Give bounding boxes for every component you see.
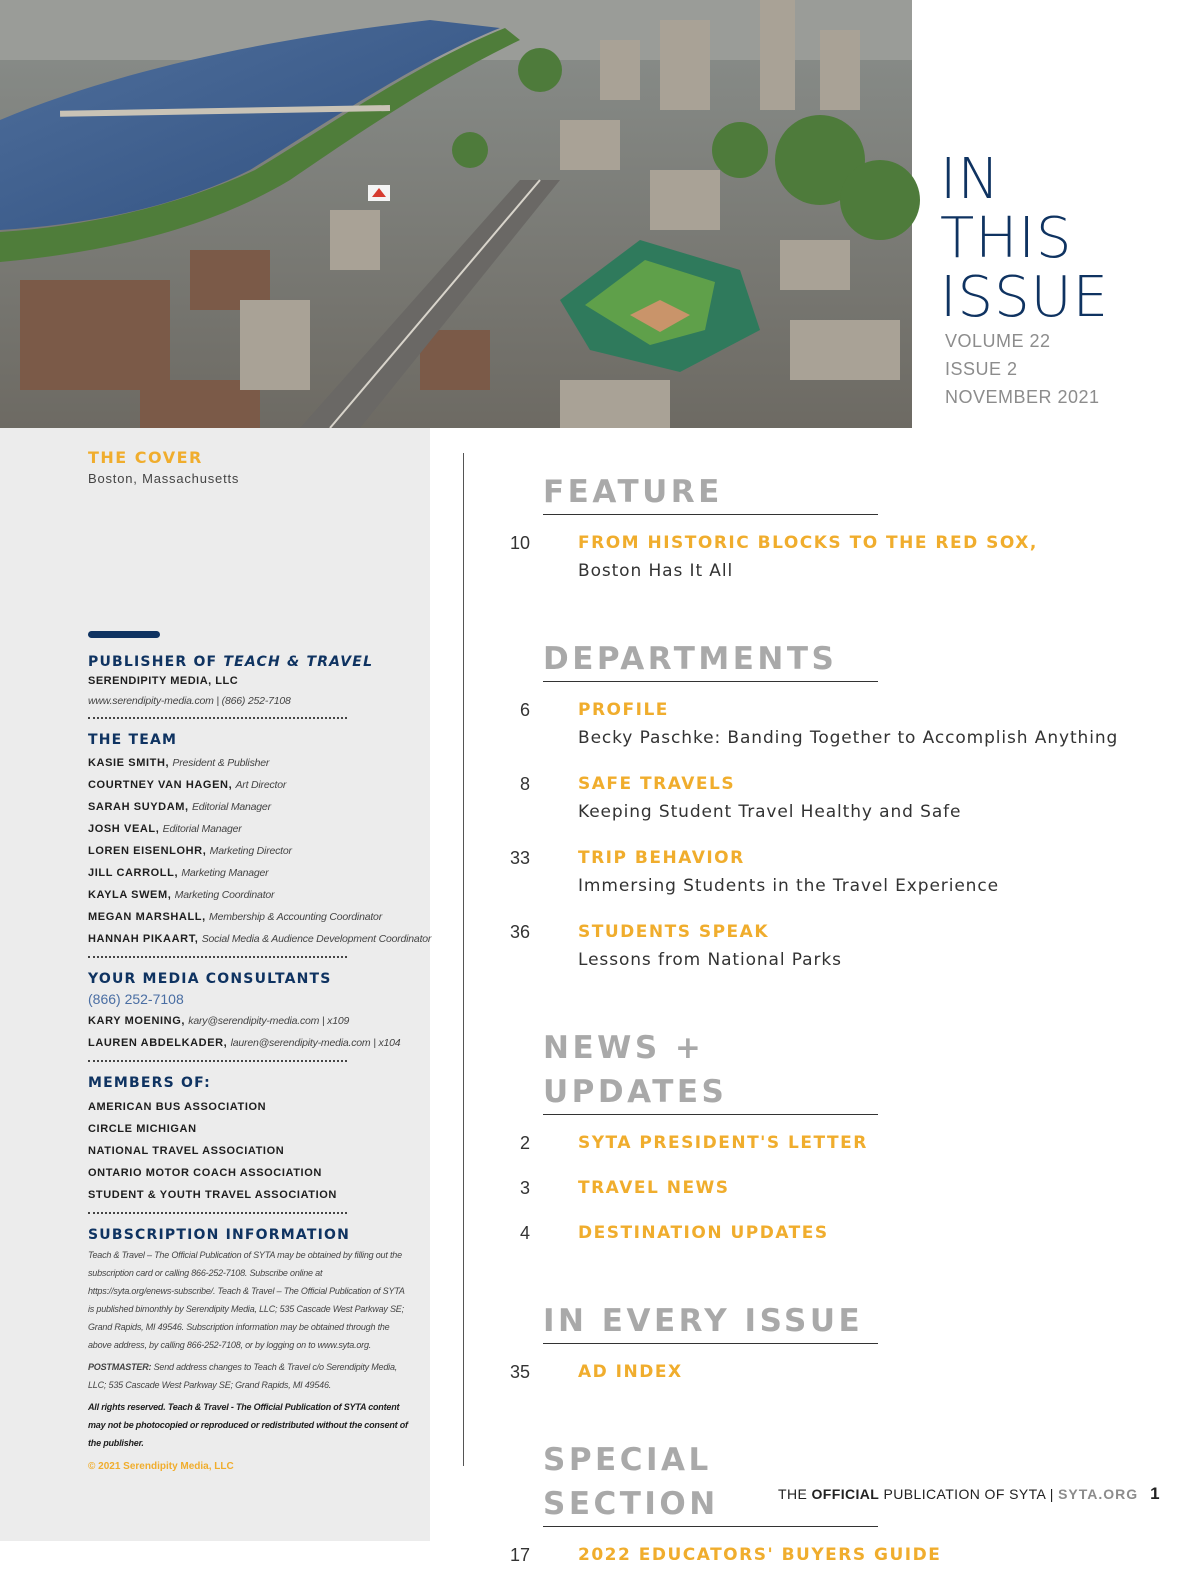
member-org [88,1162,408,1184]
team-member-name: KAYLA SWEM, [88,889,172,901]
page-footer: THE OFFICIAL PUBLICATION OF SYTA | SYTA.ORG 1 [778,1484,1160,1503]
toc-entry-title[interactable]: AD INDEX [578,1362,683,1382]
toc-entry[interactable] [509,1358,1143,1386]
toc-entry-title[interactable]: 2022 EDUCATORS' BUYERS GUIDE [578,1545,942,1565]
team-member-role: Marketing Director [209,845,292,857]
team-member [88,884,408,906]
toc-entry[interactable] [519,1129,1143,1157]
team-member [88,906,408,928]
dotted-divider [88,956,347,958]
toc-page-number: 36 [509,922,530,942]
consultants-heading: YOUR MEDIA CONSULTANTS [88,971,332,987]
toc-page-number: 8 [519,774,530,794]
toc-section [509,470,1143,585]
copyright: © 2021 Serendipity Media, LLC [88,1461,234,1472]
section-heading: NEWS + UPDATES [543,1026,878,1115]
member-org [88,1096,408,1118]
toc-entry-subtitle: Becky Paschke: Banding Together to Accomplish Anything [578,728,1119,748]
consultants-phone: (866) 252-7108 [88,991,184,1007]
team-member-name: SARAH SUYDAM, [88,801,189,813]
publisher-contact: www.serendipity-media.com | (866) 252-7108 [88,695,291,707]
issue-title-line: IN [940,147,1001,212]
toc-entry-subtitle: Immersing Students in the Travel Experience [578,876,999,896]
team-member-role: Art Director [235,779,287,791]
toc-entry-subtitle: Boston Has It All [578,561,734,581]
team-member-name: MEGAN MARSHALL, [88,911,206,923]
member-org-name: CIRCLE MICHIGAN [88,1123,197,1135]
toc-entry-title[interactable]: SYTA PRESIDENT'S LETTER [578,1133,868,1153]
toc-entry[interactable] [519,770,1143,826]
toc-section [509,637,1143,974]
team-member-name: JOSH VEAL, [88,823,160,835]
team-member-role: Marketing Coordinator [174,889,275,901]
section-heading: DEPARTMENTS [543,637,878,682]
toc-entry-title[interactable]: TRAVEL NEWS [578,1178,730,1198]
subscription-heading: SUBSCRIPTION INFORMATION [88,1227,351,1243]
toc-page-number: 33 [509,848,530,868]
team-member [88,796,408,818]
team-member-role: Marketing Manager [181,867,269,879]
consultant-list [88,1010,408,1054]
dotted-divider [88,717,347,719]
toc-entry-title[interactable]: FROM HISTORIC BLOCKS TO THE RED SOX, [578,533,1038,553]
toc-entry[interactable] [519,1174,1143,1202]
section-heading: SPECIAL SECTION [543,1438,878,1527]
team-member-role: Social Media & Audience Development Coordinator [201,933,432,945]
volume-label: VOLUME 22 [945,331,1051,351]
team-member-name: COURTNEY VAN HAGEN, [88,779,233,791]
issue-label: ISSUE 2 [945,359,1018,379]
cover-photo [0,0,912,428]
team-member [88,928,432,950]
toc-page-number: 17 [509,1545,530,1565]
masthead [940,147,1190,411]
consultant [88,1010,408,1032]
consultant-contact[interactable]: kary@serendipity-media.com | x109 [188,1015,350,1027]
section-heading: FEATURE [543,470,878,515]
team-member [88,862,408,884]
consultant-name: KARY MOENING, [88,1015,186,1027]
postmaster-note: POSTMASTER: Send address changes to Teach & Travel c/o Serendipity Media, LLC; 535 Cascade West Parkway SE; Grand Rapids, MI 49546. [88,1362,398,1390]
cover-heading: THE COVER [88,448,203,467]
members-heading: MEMBERS OF: [88,1075,211,1091]
team-member [88,818,408,840]
issue-title-line: ISSUE [940,265,1109,330]
toc-page-number: 2 [519,1133,530,1153]
cover-location: Boston, Massachusetts [88,471,240,486]
member-org [88,1118,408,1140]
team-member [88,752,408,774]
team-member-role: President & Publisher [172,757,270,769]
dotted-divider [88,1060,347,1062]
toc-page-number: 3 [519,1178,530,1198]
publisher-heading: PUBLISHER OF TEACH & TRAVEL [88,654,374,670]
toc-entry-subtitle: Lessons from National Parks [578,950,842,970]
team-member-name: HANNAH PIKAART, [88,933,199,945]
team-member [88,774,408,796]
member-org-name: ONTARIO MOTOR COACH ASSOCIATION [88,1167,322,1179]
toc-entry-title[interactable]: TRIP BEHAVIOR [578,848,745,868]
team-member-name: LOREN EISENLOHR, [88,845,207,857]
team-member-role: Membership & Accounting Coordinator [209,911,382,923]
toc-page-number: 6 [519,700,530,720]
accent-bar [88,631,160,638]
team-member-name: KASIE SMITH, [88,757,170,769]
page-number: 1 [1150,1484,1160,1503]
consultant-name: LAUREN ABDELKADER, [88,1037,228,1049]
consultant [88,1032,408,1054]
team-member-role: Editorial Manager [162,823,242,835]
toc-section [519,1026,1143,1247]
issue-title-line: THIS [940,206,1073,271]
team-heading: THE TEAM [88,732,178,748]
toc-entry-title[interactable]: PROFILE [578,700,669,720]
team-member [88,840,408,862]
member-org-name: AMERICAN BUS ASSOCIATION [88,1101,267,1113]
toc-entry[interactable] [509,918,1143,974]
date-label: NOVEMBER 2021 [945,387,1100,407]
table-of-contents [509,470,1143,1569]
toc-entry-subtitle: Keeping Student Travel Healthy and Safe [578,802,962,822]
info-panel [0,428,430,1541]
member-org-list [88,1096,408,1206]
toc-page-number: 35 [509,1362,530,1382]
member-org-name: NATIONAL TRAVEL ASSOCIATION [88,1145,285,1157]
toc-entry[interactable] [519,696,1143,752]
toc-entry-title[interactable]: SAFE TRAVELS [578,774,736,794]
team-member-role: Editorial Manager [191,801,271,813]
dotted-divider [88,1212,347,1214]
toc-entry[interactable] [509,844,1143,900]
toc-entry-title[interactable]: DESTINATION UPDATES [578,1223,829,1243]
toc-entry-title[interactable]: STUDENTS SPEAK [578,922,769,942]
toc-section [509,1299,1143,1386]
toc-entry[interactable] [509,1541,1143,1569]
toc-page-number: 4 [519,1223,530,1243]
toc-entry[interactable] [509,529,1143,585]
team-member-name: JILL CARROLL, [88,867,179,879]
consultant-contact[interactable]: lauren@serendipity-media.com | x104 [230,1037,401,1049]
member-org-name: STUDENT & YOUTH TRAVEL ASSOCIATION [88,1189,337,1201]
section-heading: IN EVERY ISSUE [543,1299,878,1344]
toc-page-number: 10 [509,533,530,553]
subscription-body: Teach & Travel – The Official Publication of SYTA may be obtained by filling out the subscription card or calling 866-252-7108. Subscribe online at https://syta.org/enews-subscribe/. Teach & Travel – The Official Publication of SYTA is published bimonthly by Serendipity Media, LLC; 535 Cascade West Parkway SE; Grand Rapids, MI 49546. Subscription information may be obtained through the above address, by calling 866-252-7108, or by logging on to www.syta.org. [88,1250,405,1350]
member-org [88,1140,408,1162]
member-org [88,1184,408,1206]
rights-note: All rights reserved. Teach & Travel - The Official Publication of SYTA content may not be photocopied or reproduced or redistributed without the consent of the publisher. [88,1402,408,1448]
vertical-divider [463,453,464,1466]
toc-entry[interactable] [519,1219,1143,1247]
footer-site-link[interactable]: SYTA.ORG [1058,1486,1139,1502]
team-list [88,752,432,950]
publisher-company: SERENDIPITY MEDIA, LLC [88,675,239,687]
